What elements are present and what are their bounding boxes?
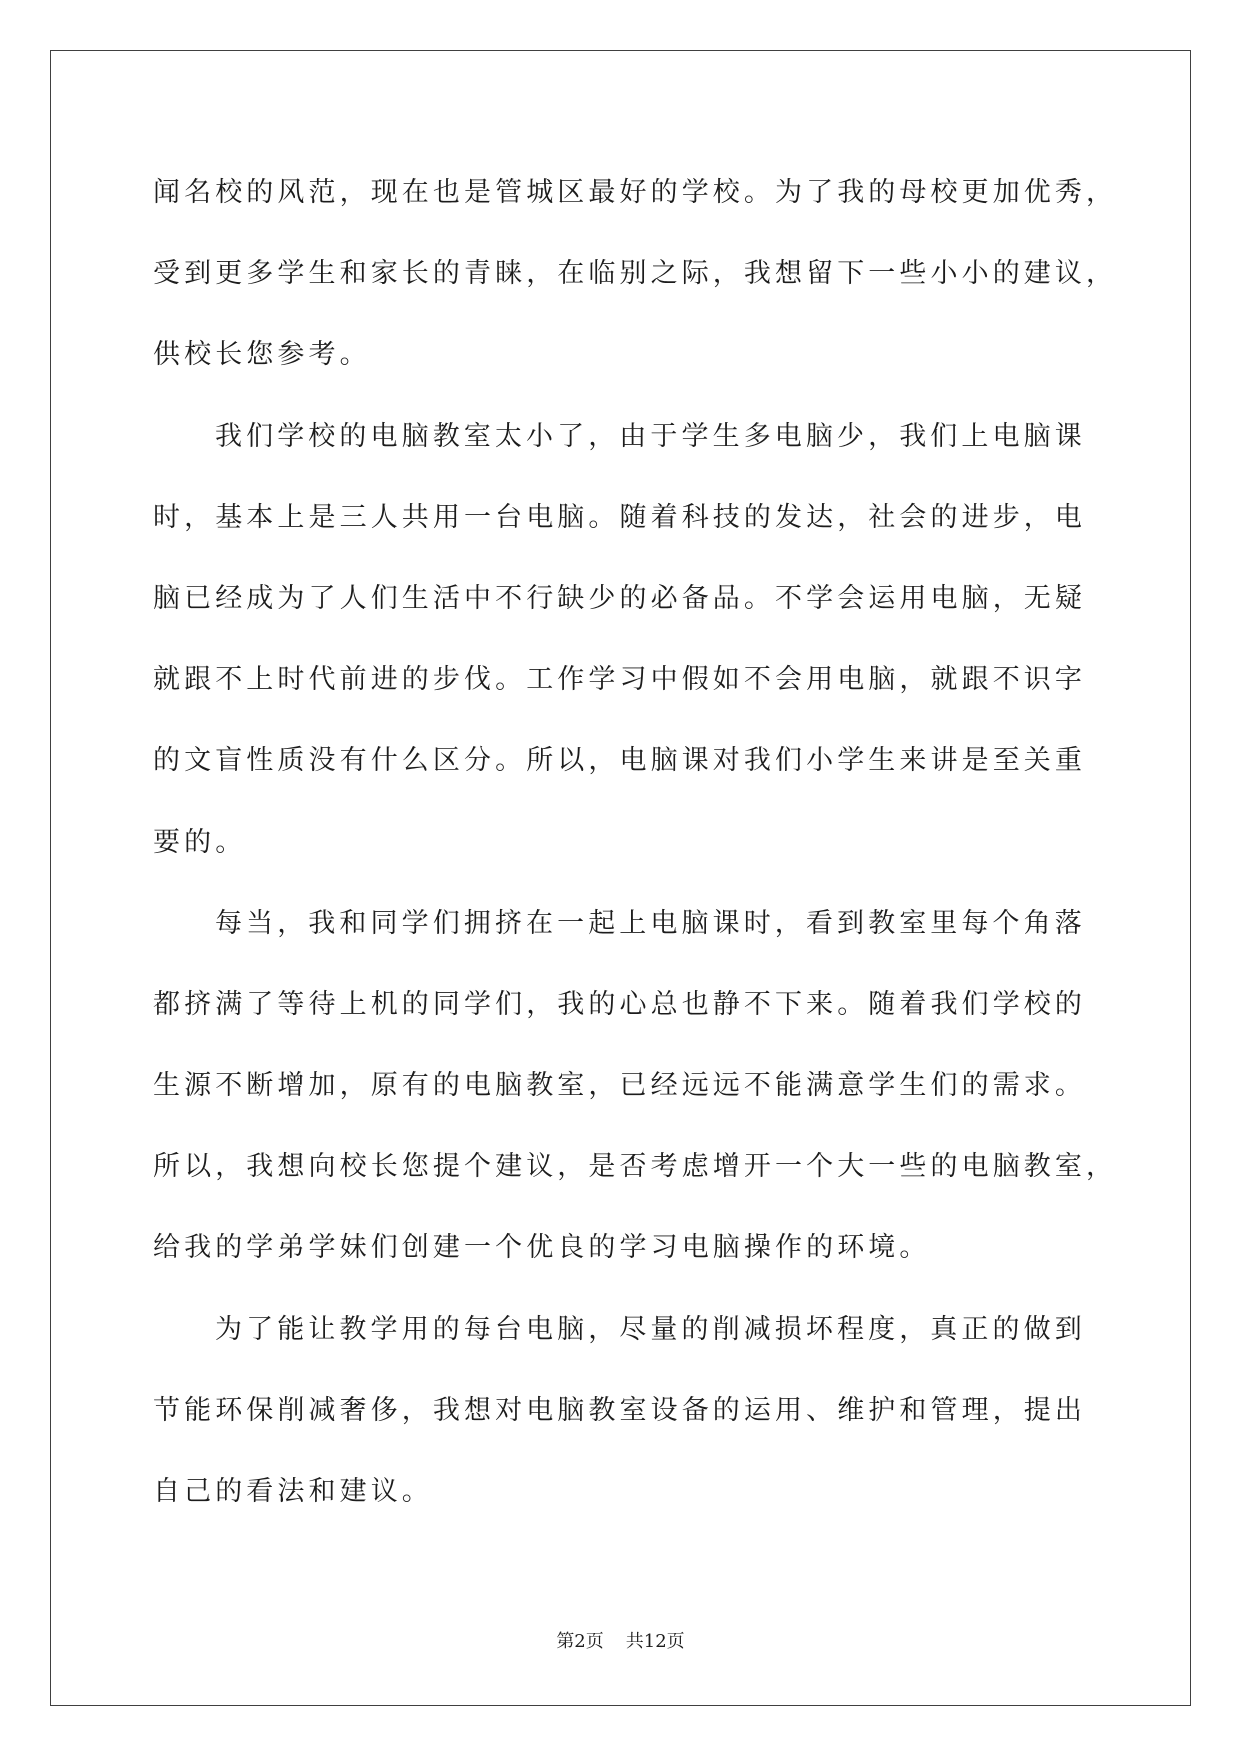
text-line: 受到更多学生和家长的青睐，在临别之际，我想留下一些小小的建议， [153,258,1118,290]
page-footer [0,1630,1241,1654]
text-line: 要的。 [153,826,247,858]
paragraph [153,152,1143,396]
text-line: 节能环保削减奢侈，我想对电脑教室设备的运用、维护和管理，提出 [153,1394,1086,1426]
text-line: 为了能让教学用的每台电脑，尽量的削减损坏程度，真正的做到 [215,1313,1086,1345]
text-line: 脑已经成为了人们生活中不行缺少的必备品。不学会运用电脑，无疑 [153,582,1086,614]
text-line: 我们学校的电脑教室太小了，由于学生多电脑少，我们上电脑课 [215,420,1086,452]
paragraph [153,883,1143,1289]
page-number: 第2页 [556,1631,604,1652]
text-line: 都挤满了等待上机的同学们，我的心总也静不下来。随着我们学校的 [153,988,1086,1020]
text-line: 所以，我想向校长您提个建议，是否考虑增开一个大一些的电脑教室， [153,1151,1118,1183]
text-line: 给我的学弟学妹们创建一个优良的学习电脑操作的环境。 [153,1232,931,1264]
text-line: 闻名校的风范，现在也是管城区最好的学校。为了我的母校更加优秀， [153,177,1118,208]
text-line: 每当，我和同学们拥挤在一起上电脑课时，看到教室里每个角落 [215,907,1086,939]
text-line: 供校长您参考。 [153,339,371,371]
body-text [153,152,1143,1532]
text-line: 生源不断增加，原有的电脑教室，已经远远不能满意学生们的需求。 [153,1070,1086,1102]
text-line: 的文盲性质没有什么区分。所以，电脑课对我们小学生来讲是至关重 [153,745,1086,777]
paragraph [153,1289,1143,1533]
paragraph [153,396,1143,883]
text-line: 就跟不上时代前进的步伐。工作学习中假如不会用电脑，就跟不识字 [153,664,1086,696]
text-line: 自己的看法和建议。 [153,1476,433,1507]
text-line: 时，基本上是三人共用一台电脑。随着科技的发达，社会的进步，电 [153,501,1086,533]
page-total: 共12页 [625,1631,685,1652]
